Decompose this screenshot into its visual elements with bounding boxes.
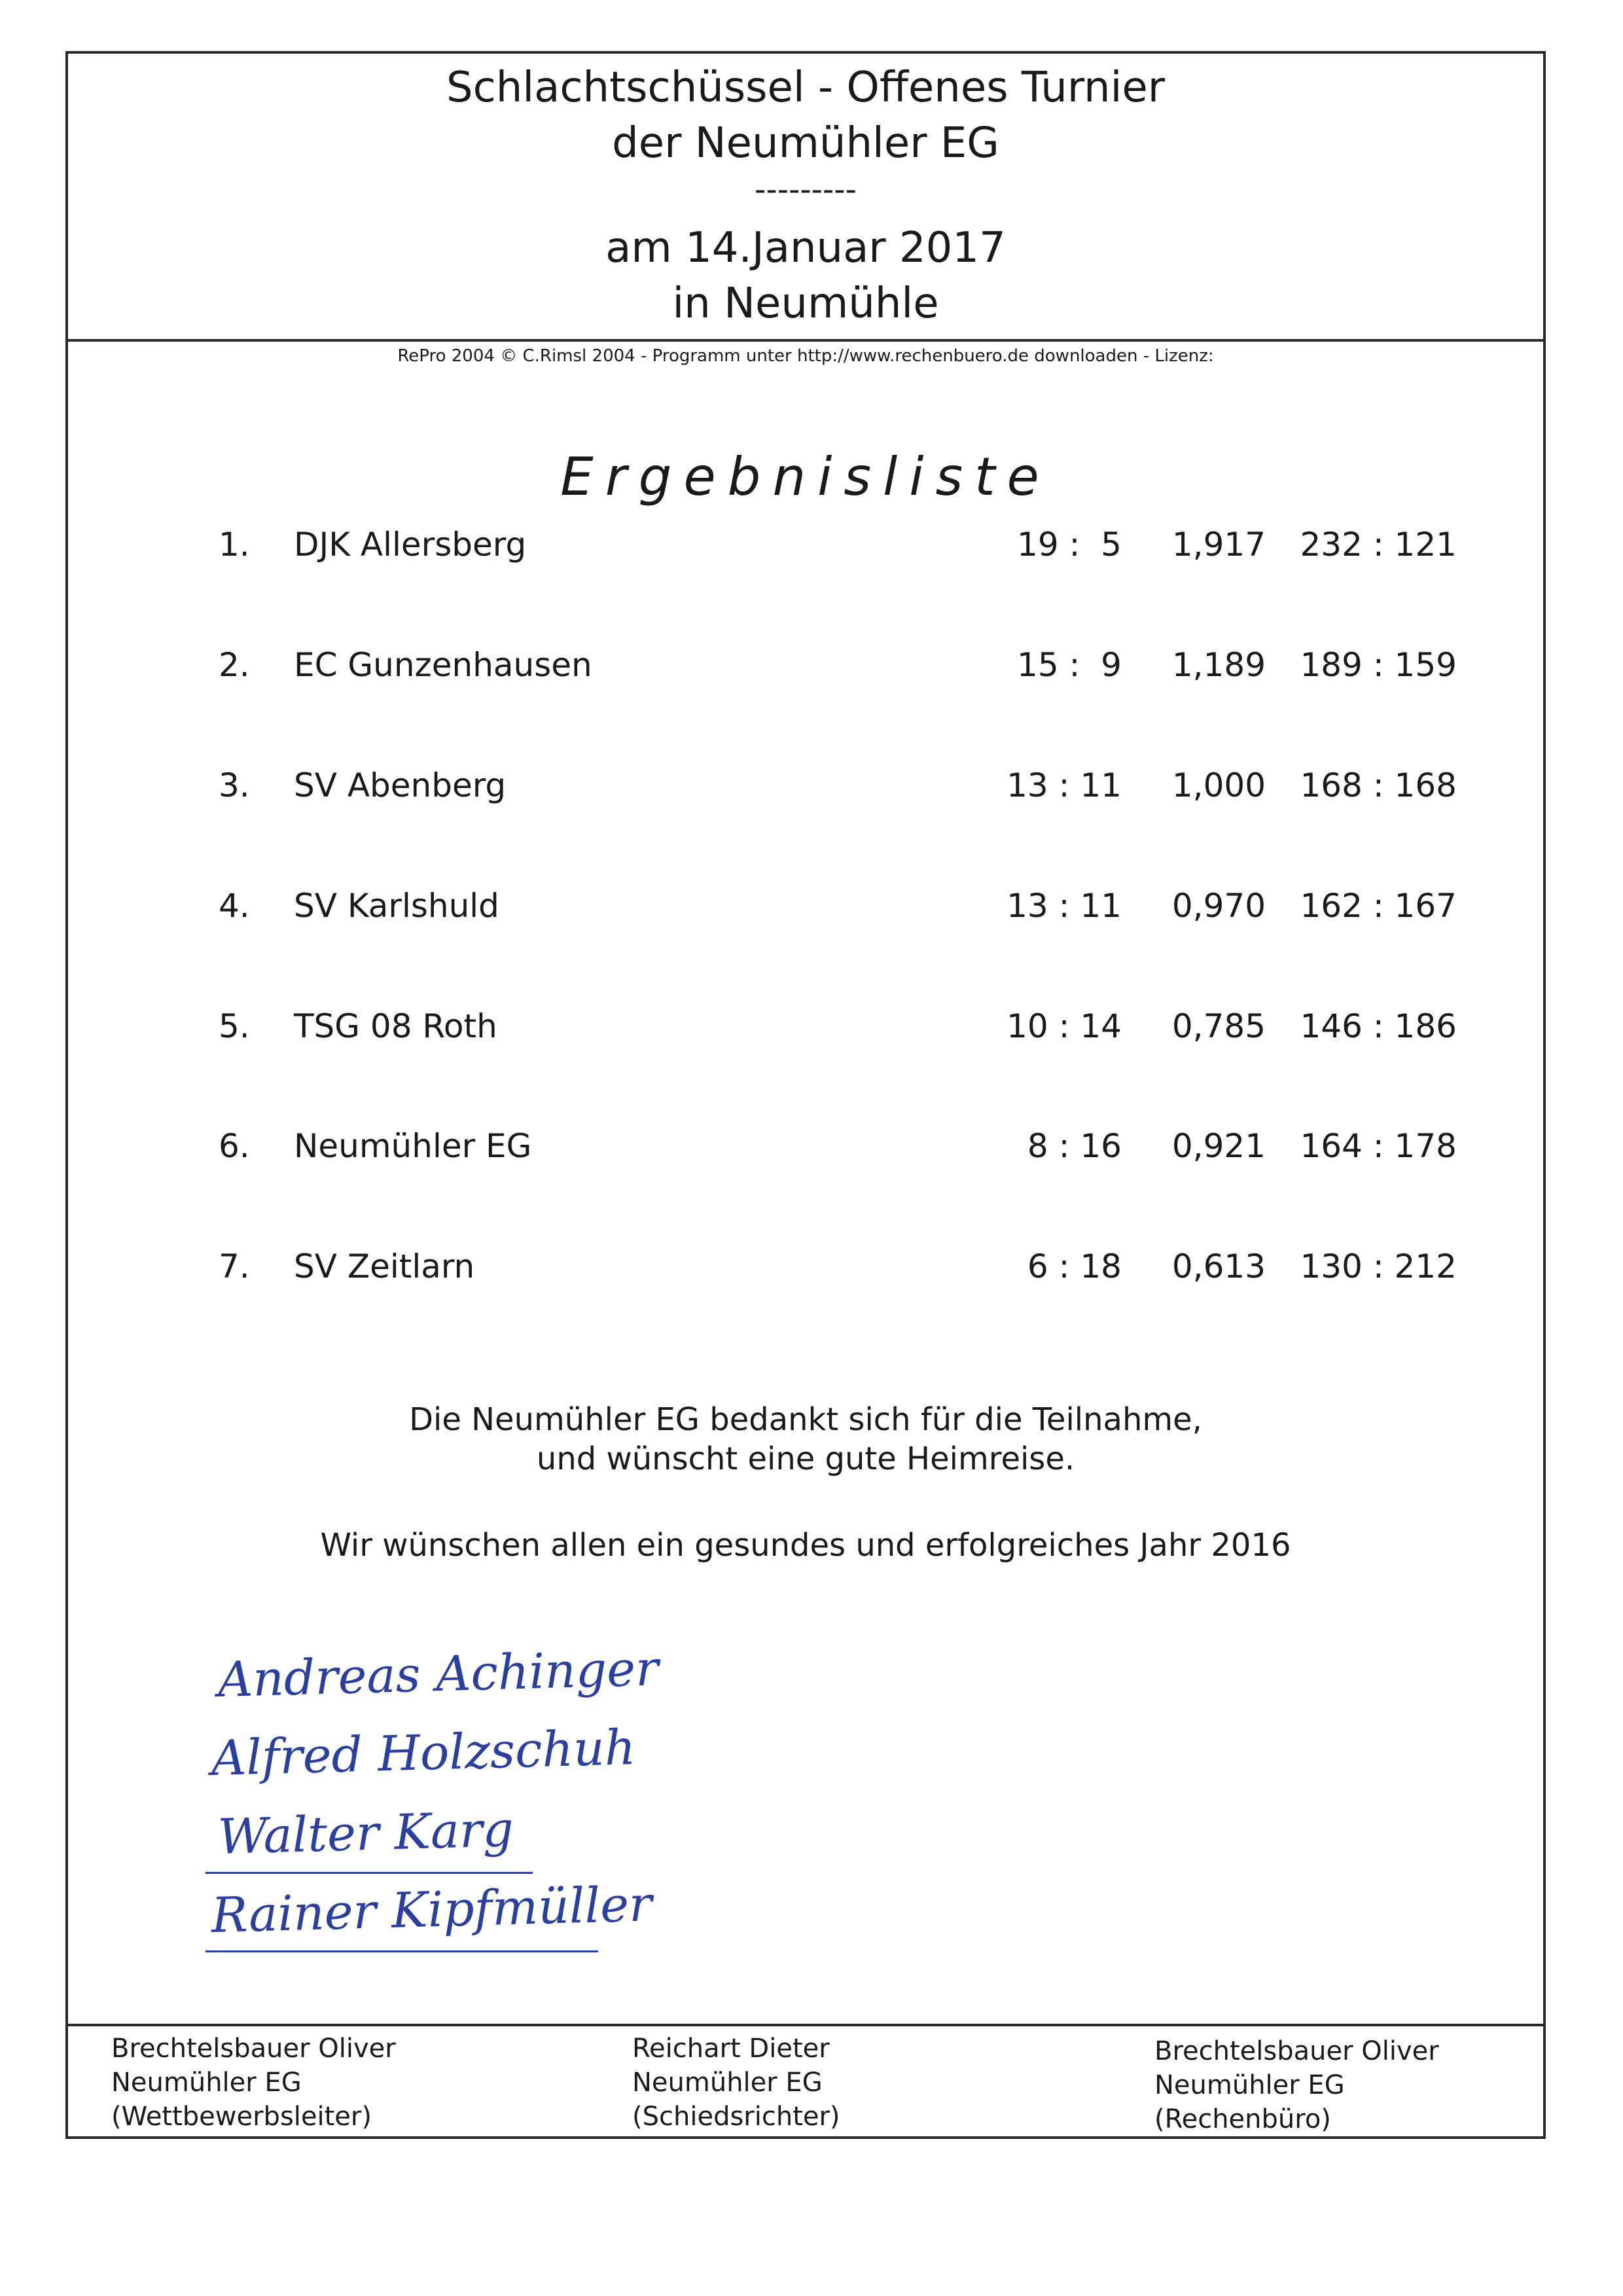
rank: 5. <box>219 1007 250 1045</box>
quotient: 1,189 <box>1171 646 1266 684</box>
score: 130 : 212 <box>1300 1247 1457 1285</box>
document-frame <box>65 51 1546 2139</box>
quotient: 1,917 <box>1171 526 1266 564</box>
points: 19 : 5 <box>1017 526 1122 564</box>
tournament-host: der Neumühler EG <box>612 119 999 168</box>
score: 189 : 159 <box>1300 646 1457 684</box>
team-name: Neumühler EG <box>294 1127 532 1165</box>
team-name: EC Gunzenhausen <box>294 646 592 684</box>
header-box <box>68 54 1543 342</box>
points: 6 : 18 <box>1027 1247 1122 1285</box>
score: 146 : 186 <box>1300 1007 1457 1045</box>
official-club: Neumühler EG <box>111 2068 302 2098</box>
new-year-wishes: Wir wünschen allen ein gesundes und erfolgreiches Jahr 2016 <box>320 1527 1291 1564</box>
signature: Walter Karg <box>217 1801 514 1866</box>
signature: Alfred Holzschuh <box>210 1719 637 1787</box>
tournament-title: Schlachtschüssel - Offenes Turnier <box>446 63 1166 112</box>
quotient: 1,000 <box>1171 766 1266 804</box>
rank: 2. <box>219 646 250 684</box>
table-row <box>68 1120 1543 1172</box>
rank: 1. <box>219 526 250 564</box>
score: 168 : 168 <box>1300 766 1457 804</box>
points: 10 : 14 <box>1007 1007 1122 1045</box>
table-row <box>68 518 1543 571</box>
quotient: 0,613 <box>1171 1247 1266 1285</box>
score: 232 : 121 <box>1300 526 1457 564</box>
official-role: (Wettbewerbsleiter) <box>111 2102 372 2132</box>
score: 162 : 167 <box>1300 887 1457 925</box>
table-row <box>68 1000 1543 1052</box>
signature-underline <box>205 1872 533 1874</box>
table-row <box>68 1240 1543 1293</box>
official-competition-manager <box>111 2032 396 2134</box>
points: 15 : 9 <box>1017 646 1122 684</box>
official-referee <box>632 2032 840 2134</box>
official-name: Brechtelsbauer Oliver <box>1154 2036 1439 2066</box>
tournament-location: in Neumühle <box>672 279 939 328</box>
team-name: TSG 08 Roth <box>294 1007 497 1045</box>
rank: 7. <box>219 1247 250 1285</box>
team-name: SV Zeitlarn <box>294 1247 475 1285</box>
official-role: (Schiedsrichter) <box>632 2102 840 2132</box>
rank: 6. <box>219 1127 250 1165</box>
official-calculation-office <box>1154 2034 1439 2136</box>
officials-footer <box>68 2024 1543 2142</box>
rank: 3. <box>219 766 250 804</box>
program-credit: RePro 2004 © C.Rimsl 2004 - Programm unter http://www.rechenbuero.de downloaden - Lizenz: <box>397 346 1214 366</box>
team-name: DJK Allersberg <box>294 526 527 564</box>
official-name: Reichart Dieter <box>632 2034 830 2064</box>
score: 164 : 178 <box>1300 1127 1457 1165</box>
points: 13 : 11 <box>1007 887 1122 925</box>
official-club: Neumühler EG <box>1154 2070 1345 2100</box>
team-name: SV Karlshuld <box>294 887 499 925</box>
quotient: 0,970 <box>1171 887 1266 925</box>
table-row <box>68 759 1543 812</box>
rank: 4. <box>219 887 250 925</box>
thanks-line-1: Die Neumühler EG bedankt sich für die Teilnahme, <box>409 1401 1202 1438</box>
quotient: 0,921 <box>1171 1127 1266 1165</box>
signature: Andreas Achinger <box>217 1640 660 1709</box>
table-row <box>68 880 1543 932</box>
quotient: 0,785 <box>1171 1007 1266 1045</box>
official-role: (Rechenbüro) <box>1154 2104 1331 2134</box>
table-row <box>68 639 1543 691</box>
points: 13 : 11 <box>1007 766 1122 804</box>
tournament-date: am 14.Januar 2017 <box>605 224 1006 272</box>
points: 8 : 16 <box>1027 1127 1122 1165</box>
signature-underline <box>205 1950 598 1952</box>
official-name: Brechtelsbauer Oliver <box>111 2034 396 2064</box>
header-separator: --------- <box>755 171 857 208</box>
results-title: Ergebnisliste <box>560 446 1051 507</box>
signature: Rainer Kipfmüller <box>210 1876 653 1945</box>
thanks-line-2: und wünscht eine gute Heimreise. <box>536 1441 1075 1477</box>
team-name: SV Abenberg <box>294 766 507 804</box>
official-club: Neumühler EG <box>632 2068 823 2098</box>
